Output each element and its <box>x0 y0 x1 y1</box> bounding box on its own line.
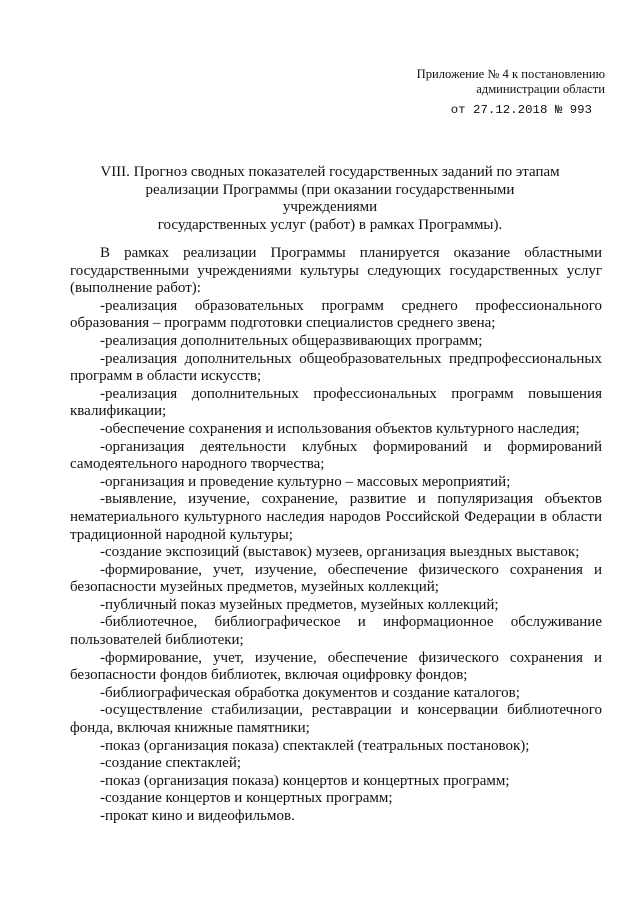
appendix-header <box>360 67 605 97</box>
service-item: -прокат кино и видеофильмов. <box>100 808 295 824</box>
service-item: -создание концертов и концертных программ; <box>100 790 393 807</box>
service-item: -осуществление стабилизации, реставрации и консервации библиотечного фонда, включая книжные памятники; <box>70 702 602 737</box>
service-item: -публичный показ музейных предметов, музейных коллекций; <box>100 596 499 613</box>
service-item: -библиотечное, библиографическое и информационное обслуживание пользователей библиотеки; <box>70 614 602 649</box>
service-item: -организация деятельности клубных формирований и формирований самодеятельного народного творчества; <box>70 438 602 473</box>
appendix-line-2: администрации области <box>476 82 605 96</box>
service-item: -создание спектаклей; <box>100 755 242 772</box>
intro-paragraph: В рамках реализации Программы планируется оказание областными государственными учреждениями культуры следующих государственных услуг (выполнение работ): <box>70 245 602 297</box>
service-item: -показ (организация показа) концертов и концертных программ; <box>100 772 510 789</box>
service-item: -реализация дополнительных общеразвивающих программ; <box>100 332 483 349</box>
service-item: -формирование, учет, изучение, обеспечение физического сохранения и безопасности фондов библиотек, включая оцифровку фондов; <box>70 649 602 684</box>
decree-reference: от 27.12.2018 № 993 <box>450 103 592 117</box>
service-item: -формирование, учет, изучение, обеспечение физического сохранения и безопасности музейных предметов, музейных коллекций; <box>70 561 602 596</box>
service-item: -создание экспозиций (выставок) музеев, организация выездных выставок; <box>100 544 580 561</box>
service-item: -реализация образовательных программ среднего профессионального образования – программ подготовки специалистов среднего звена; <box>70 297 602 332</box>
section-title <box>100 164 560 234</box>
service-item: -реализация дополнительных общеобразовательных предпрофессиональных программ в области искусств; <box>70 350 602 385</box>
service-item: -реализация дополнительных профессиональных программ повышения квалификации; <box>70 385 602 420</box>
service-item: -показ (организация показа) спектаклей (театральных постановок); <box>100 737 530 754</box>
document-body <box>70 245 602 826</box>
service-item: -выявление, изучение, сохранение, развитие и популяризация объектов нематериального культурного наследия народов Российской Федерации в области традиционной народной культуры; <box>70 491 602 543</box>
section-title-line-1: VIII. Прогноз сводных показателей государственных заданий по этапам <box>100 164 560 180</box>
section-title-line-2: реализации Программы (при оказании государственными учреждениями <box>145 181 515 216</box>
service-item: -организация и проведение культурно – массовых мероприятий; <box>100 473 511 490</box>
section-title-line-3: государственных услуг (работ) в рамках Программы). <box>157 216 503 233</box>
service-item: -обеспечение сохранения и использования объектов культурного наследия; <box>100 420 580 437</box>
service-item: -библиографическая обработка документов и создание каталогов; <box>100 684 520 701</box>
appendix-line-1: Приложение № 4 к постановлению <box>416 67 605 81</box>
